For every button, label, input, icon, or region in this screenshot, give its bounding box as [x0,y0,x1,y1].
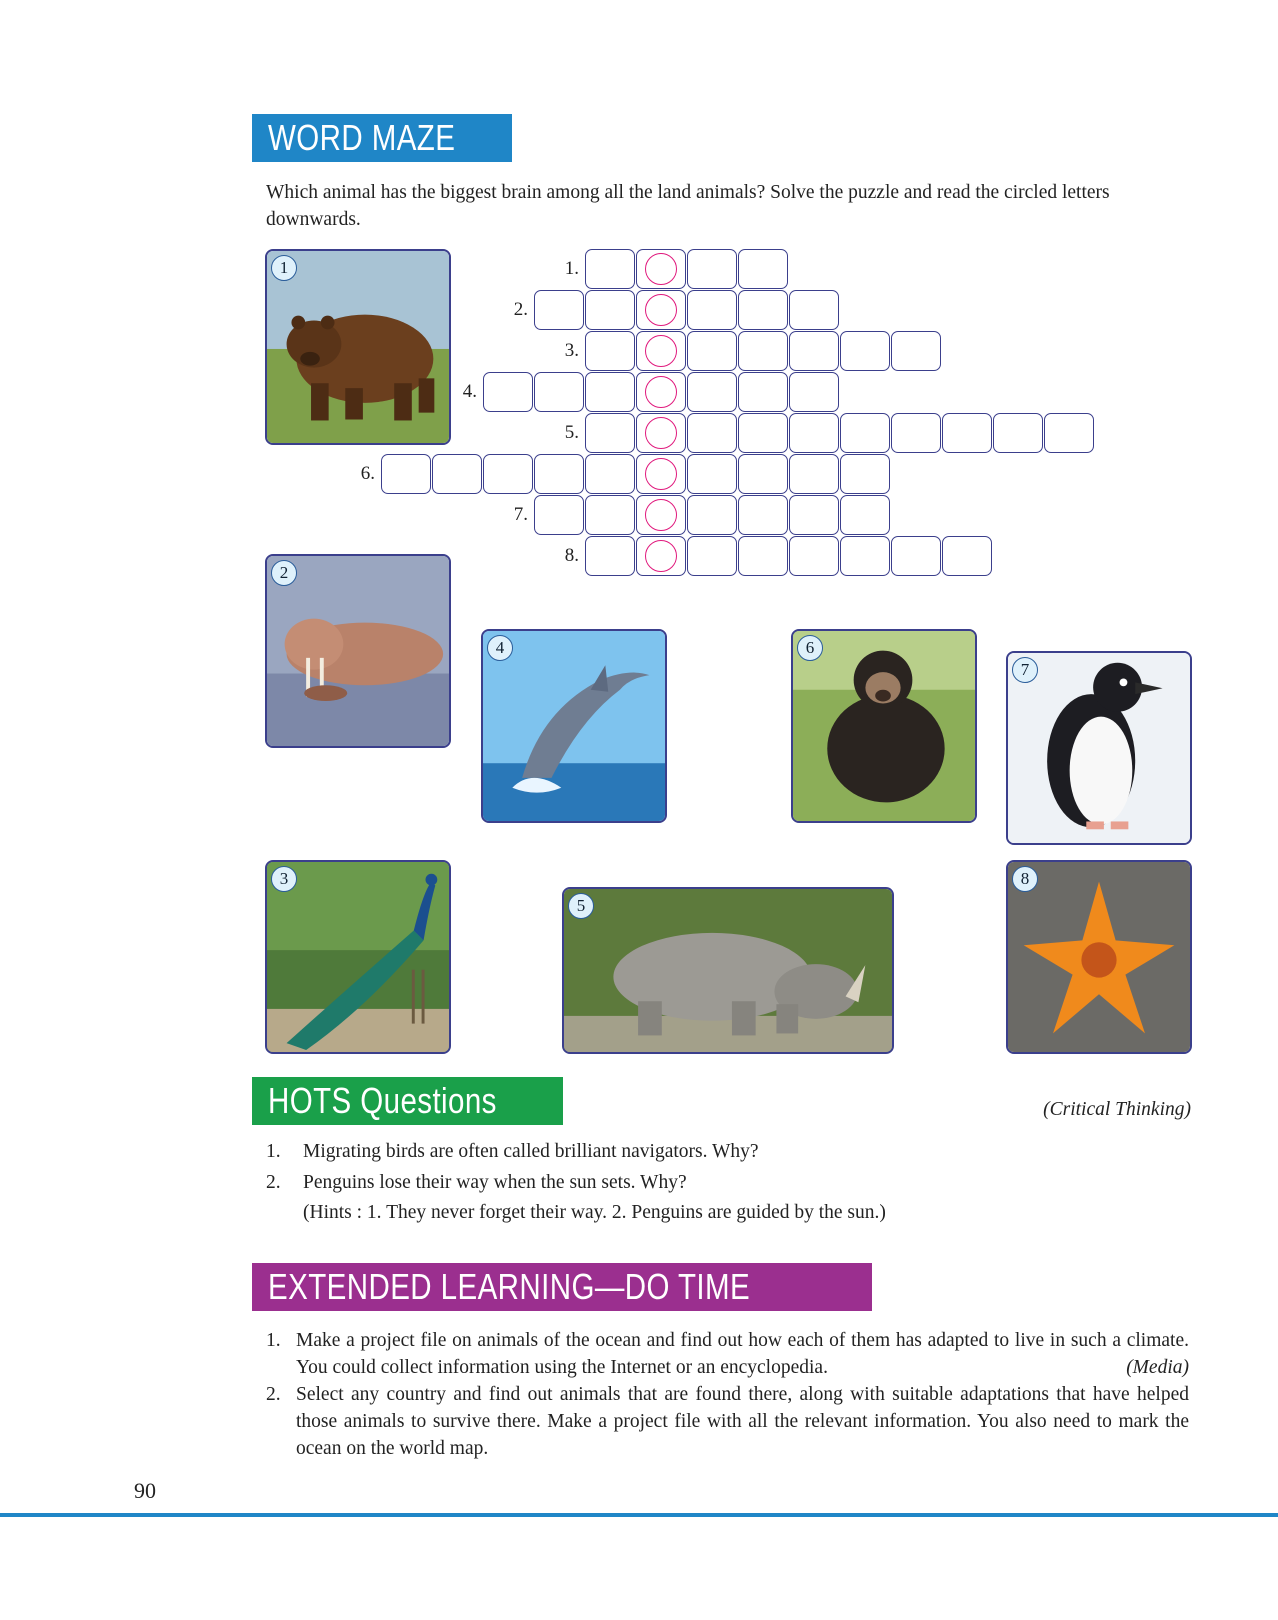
hots-questions [266,1137,1166,1229]
crossword-cell[interactable] [636,249,686,289]
crossword-cell[interactable] [687,495,737,535]
crossword-cell[interactable] [636,454,686,494]
crossword-cell[interactable] [840,454,890,494]
crossword-cell[interactable] [534,290,584,330]
photo-dolphin [481,629,667,823]
crossword-cell[interactable] [789,536,839,576]
crossword-cell[interactable] [687,249,737,289]
crossword-cell[interactable] [789,454,839,494]
crossword-cell[interactable] [738,454,788,494]
crossword-cell[interactable] [1044,413,1094,453]
crossword-cell[interactable] [585,454,635,494]
hots-question: 1. Migrating birds are often called brilliant navigators. Why? [266,1141,759,1162]
chimpanzee-illustration [793,631,975,821]
crossword-cell[interactable] [687,536,737,576]
crossword-cell[interactable] [789,413,839,453]
crossword-cell[interactable] [687,413,737,453]
word-maze-intro: Which animal has the biggest brain among all the land animals? Solve the puzzle and read the circled letters downwards. [266,182,1110,230]
crossword-cell[interactable] [636,372,686,412]
penguin-illustration [1008,653,1190,843]
page-number: 90 [134,1478,156,1503]
crossword-cell[interactable] [636,536,686,576]
crossword-cell[interactable] [789,372,839,412]
starfish-illustration [1008,862,1190,1052]
crossword-cell[interactable] [942,536,992,576]
photo-number-badge: 6 [797,635,823,661]
crossword-cell[interactable] [840,331,890,371]
crossword-cell[interactable] [483,372,533,412]
extended-item: 2. Select any country and find out animals that are found there, along with suitable adaptations that have helped those animals to survive there. Make a project file with all the relevant information. You also need to mark the ocean on the world map. [266,1384,1189,1459]
crossword-cell[interactable] [789,331,839,371]
crossword-row-number: 5. [564,422,579,443]
circled-letter-marker [645,376,677,408]
crossword-row-number: 3. [564,340,579,361]
photo-starfish [1006,860,1192,1054]
crossword-cell[interactable] [738,331,788,371]
crossword-cell[interactable] [687,454,737,494]
crossword-row-number: 7. [513,504,528,525]
crossword-row-number: 1. [564,258,579,279]
crossword-cell[interactable] [585,495,635,535]
peacock-illustration [267,862,449,1052]
crossword-cell[interactable] [738,536,788,576]
photo-rhino [562,887,894,1054]
crossword-cell[interactable] [381,454,431,494]
circled-letter-marker [645,335,677,367]
crossword-cell[interactable] [738,290,788,330]
word-maze-heading: WORD MAZE [252,114,512,162]
extended-item: 1. Make a project file on animals of the ocean and find out how each of them has adapted to live in such a climate. You could collect information using the Internet or an encyclopedia. (Media) [266,1327,1189,1381]
crossword-cell[interactable] [840,536,890,576]
photo-number-badge: 5 [568,893,594,919]
crossword-cell[interactable] [993,413,1043,453]
crossword-cell[interactable] [534,454,584,494]
circled-letter-marker [645,417,677,449]
walrus-illustration [267,556,449,746]
crossword-cell[interactable] [891,536,941,576]
crossword-cell[interactable] [891,413,941,453]
crossword-row-number: 6. [360,463,375,484]
crossword-cell[interactable] [585,413,635,453]
footer-rule [0,1513,1278,1517]
photo-chimpanzee [791,629,977,823]
photo-number-badge: 4 [487,635,513,661]
crossword-cell[interactable] [585,249,635,289]
critical-thinking-tag: (Critical Thinking) [1043,1099,1191,1120]
photo-number-badge: 3 [271,866,297,892]
circled-letter-marker [645,499,677,531]
hots-question: 2. Penguins lose their way when the sun sets. Why? [266,1171,687,1193]
rhino-illustration [564,889,892,1052]
circled-letter-marker [645,253,677,285]
crossword-cell[interactable] [891,331,941,371]
crossword-cell[interactable] [636,413,686,453]
crossword-cell[interactable] [585,372,635,412]
hots-hint: (Hints : 1. They never forget their way. 2. Penguins are guided by the sun.) [303,1202,886,1223]
crossword-cell[interactable] [636,290,686,330]
crossword-cell[interactable] [738,413,788,453]
circled-letter-marker [645,294,677,326]
crossword-cell[interactable] [432,454,482,494]
circled-letter-marker [645,458,677,490]
crossword-cell[interactable] [738,372,788,412]
crossword-cell[interactable] [687,331,737,371]
crossword-cell[interactable] [840,413,890,453]
crossword-cell[interactable] [585,536,635,576]
crossword-row-number: 8. [564,545,579,566]
crossword-row-number: 4. [462,381,477,402]
dolphin-illustration [483,631,665,821]
photo-bear [265,249,451,445]
crossword-cell[interactable] [942,413,992,453]
crossword-cell[interactable] [687,372,737,412]
crossword-cell[interactable] [585,290,635,330]
crossword-row-number: 2. [513,299,528,320]
crossword-cell[interactable] [636,495,686,535]
crossword-cell[interactable] [687,290,737,330]
photo-number-badge: 8 [1012,866,1038,892]
crossword-cell[interactable] [738,495,788,535]
photo-number-badge: 1 [271,255,297,281]
crossword-cell[interactable] [789,290,839,330]
hots-heading: HOTS Questions [252,1077,563,1125]
crossword-cell[interactable] [585,331,635,371]
extended-learning-list [266,1327,1189,1462]
photo-peacock [265,860,451,1054]
crossword-cell[interactable] [636,331,686,371]
photo-walrus [265,554,451,748]
extended-learning-heading: EXTENDED LEARNING—DO TIME [252,1263,872,1311]
circled-letter-marker [645,540,677,572]
crossword-cell[interactable] [483,454,533,494]
photo-number-badge: 7 [1012,657,1038,683]
crossword-cell[interactable] [534,495,584,535]
crossword-cell[interactable] [840,495,890,535]
bear-illustration [267,251,449,443]
crossword-cell[interactable] [789,495,839,535]
crossword-cell[interactable] [534,372,584,412]
photo-number-badge: 2 [271,560,297,586]
crossword-cell[interactable] [738,249,788,289]
media-tag: (Media) [1126,1357,1189,1378]
photo-penguin [1006,651,1192,845]
